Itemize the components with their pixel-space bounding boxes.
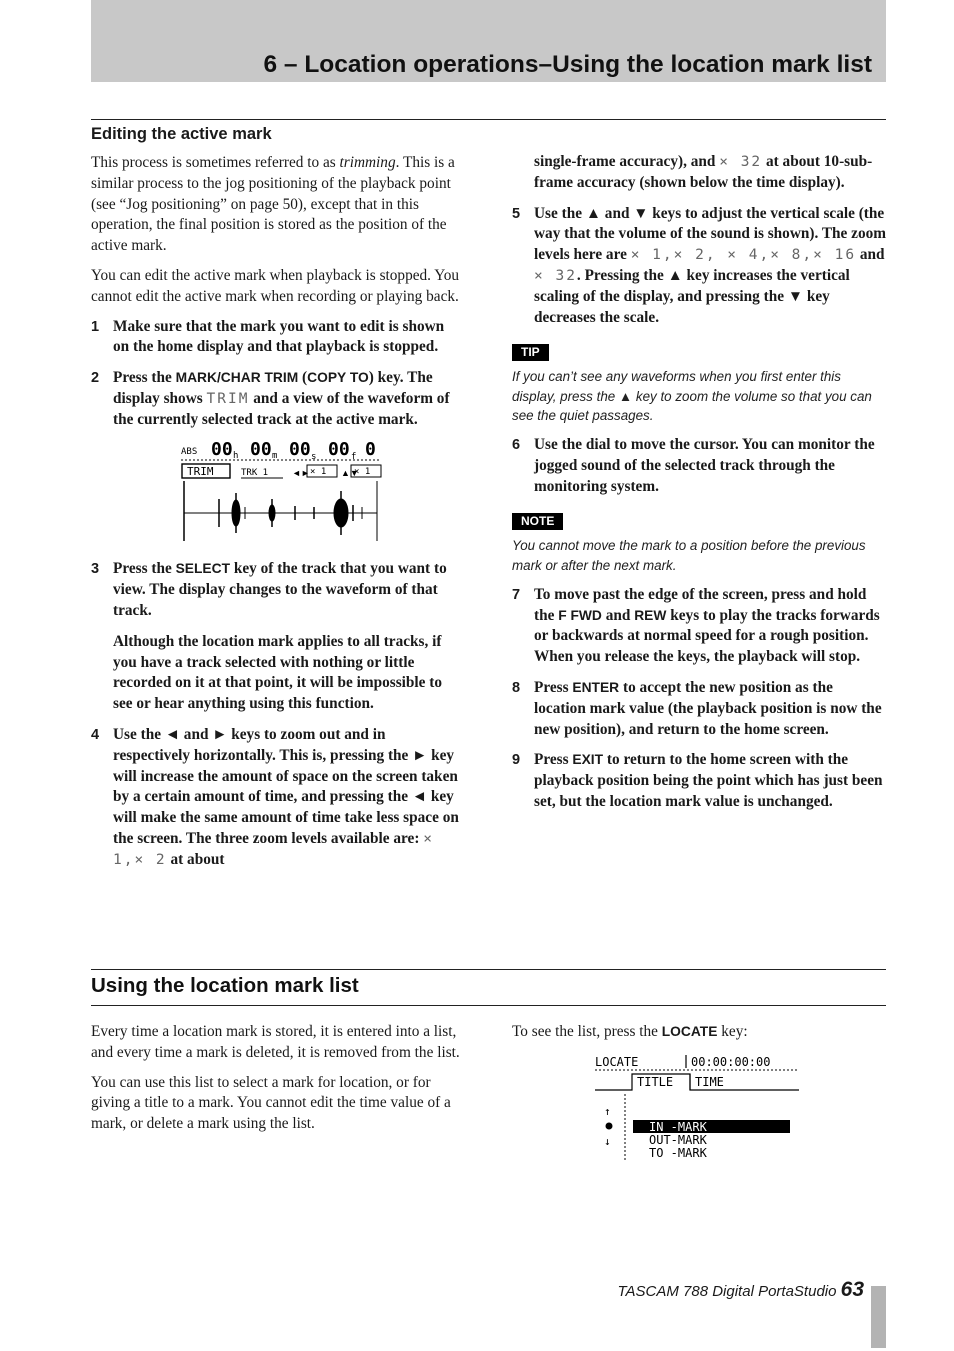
left-column	[91, 124, 463, 881]
step-text: . Pressing the ▲ key increases the vertical scaling of the display, and pressing the ▼ key decreases the scale.	[534, 266, 850, 326]
lcd-text: × 32	[534, 267, 577, 284]
time-seconds: 00	[289, 440, 311, 460]
step-number: 7	[512, 586, 521, 603]
step-text: Use the dial to move the cursor. You can monitor the jogged sound of the selected track through the monitoring system.	[534, 435, 875, 495]
unit-m: m	[272, 450, 278, 461]
tab-time: TIME	[695, 1075, 724, 1089]
lcd-text: × 1,× 2	[113, 830, 434, 868]
intro-text-b: . This is a similar process to the jog positioning of the playback point (see “Jog positioning” on page 50), except that in this operation, the final position is stored as the position of the active mark.	[91, 154, 455, 255]
step-7	[512, 585, 886, 668]
unit-h: h	[233, 450, 239, 461]
step-9	[512, 750, 886, 812]
unit-f: f	[351, 451, 357, 462]
intro-paragraph	[91, 153, 463, 257]
unit-s: s	[311, 451, 317, 462]
footer-product: TASCAM 788 Digital PortaStudio	[617, 1283, 837, 1300]
step-text: and a view of the waveform of the currently selected track at the active mark.	[113, 389, 450, 428]
step-text: to accept the new position as the location mark value (the playback position is now the new position), and return to the home screen.	[534, 678, 882, 738]
step-number: 1	[91, 318, 100, 335]
trim-lcd	[181, 441, 385, 541]
intro-text-a: This process is sometimes referred to as	[91, 154, 340, 171]
key-name: F FWD	[558, 607, 602, 623]
step-text: Press	[534, 678, 573, 696]
list-item-out-mark: OUT-MARK	[649, 1133, 707, 1147]
page-thumb-tab	[871, 1286, 886, 1348]
step-2	[91, 368, 463, 430]
tab-title: TITLE	[637, 1075, 674, 1089]
list-item-in-mark: IN -MARK	[649, 1120, 707, 1134]
step-text: Use the ◄ and ► keys to zoom out and in respectively horizontally. This is, pressing the ► key will increase the amount of space on the screen taken by a certain amount of time, and pressing the ◄ key will make the same amount of time take less space on the screen. The three zoom levels available are:	[113, 725, 459, 847]
key-name: MARK/CHAR TRIM	[175, 370, 299, 386]
time-frames: 00	[328, 440, 350, 460]
step-number: 6	[512, 436, 521, 453]
time-minutes: 00	[250, 440, 272, 460]
step-text: and	[601, 606, 635, 624]
section2-right-column	[512, 1022, 886, 1052]
note-badge: NOTE	[512, 513, 563, 530]
section2-left-column	[91, 1022, 463, 1144]
list-item-to-mark: TO -MARK	[649, 1146, 707, 1160]
note-text: You cannot move the mark to a position before the previous mark or after the next mark.	[512, 538, 866, 573]
scroll-up-arrow-icon: ↑	[604, 1105, 611, 1118]
section-heading-location-list: Using the location mark list	[91, 974, 359, 997]
locate-lcd	[594, 1052, 804, 1162]
instruction-text: key:	[717, 1023, 748, 1040]
chapter-title: 6 – Location operations–Using the location mark list	[263, 51, 872, 78]
tip-badge: TIP	[512, 344, 549, 361]
section-heading-editing: Editing the active mark	[91, 125, 272, 143]
step-text: Make sure that the mark you want to edit is shown on the home display and that playback is stopped.	[113, 317, 445, 356]
step-4-continuation	[512, 152, 886, 194]
section-rule-top	[91, 119, 886, 120]
key-name: COPY TO	[307, 370, 369, 386]
locate-instruction	[512, 1022, 886, 1043]
step-text: ) key. The display shows	[113, 369, 433, 407]
vzoom-value: × 1	[354, 466, 371, 477]
trim-display-figure	[181, 441, 463, 548]
section-rule-2-bottom	[91, 1005, 886, 1006]
step-3	[91, 559, 463, 621]
step-5	[512, 204, 886, 329]
section2-paragraph-1: Every time a location mark is stored, it is entered into a list, and every time a mark is deleted, it is removed from the list.	[91, 1023, 460, 1061]
step-text: To move past the edge of the screen, press and hold the	[534, 585, 867, 624]
step-text: Press the	[113, 369, 176, 387]
step-text: keys to play the tracks forwards or backwards at normal speed for a rough position. When you release the keys, the playback will stop.	[534, 606, 880, 666]
key-name: REW	[634, 607, 667, 623]
chapter-header-band	[91, 0, 886, 82]
key-name: LOCATE	[661, 1024, 718, 1039]
key-name: EXIT	[572, 752, 604, 768]
locate-title: LOCATE	[595, 1055, 639, 1069]
step-1	[91, 317, 463, 359]
time-subframes: 0	[365, 440, 376, 460]
locate-display-figure	[594, 1052, 804, 1167]
step-text: Press the	[113, 560, 176, 578]
right-column	[512, 152, 886, 823]
step-6	[512, 435, 886, 497]
step-number: 9	[512, 752, 521, 769]
section-rule-2-top	[91, 969, 886, 970]
instruction-text: To see the list, press the	[512, 1023, 662, 1040]
step-text: single-frame accuracy), and	[534, 153, 720, 170]
step-3-continuation: Although the location mark applies to all tracks, if you have a track selected with nothing or little recorded on it at that point, it will be impossible to see or hear anything using this function.	[113, 632, 443, 713]
step-text: Press	[534, 751, 573, 769]
abs-label: ABS	[181, 446, 198, 457]
vertical-zoom-arrows-icon: ▲▼	[341, 467, 359, 478]
time-hours: 00	[211, 440, 233, 460]
step-text: at about	[166, 850, 225, 868]
track-label: TRK 1	[241, 467, 269, 478]
step-number: 8	[512, 679, 521, 696]
trim-mode-label: TRIM	[187, 464, 214, 478]
horizontal-zoom-arrows-icon: ◄►	[292, 467, 310, 478]
section2-paragraph-2: You can use this list to select a mark for location, or for giving a title to a mark. You cannot edit the time value of a mark, or delete a mark using the list.	[91, 1073, 451, 1133]
lcd-text: × 1,× 2, × 4,× 8,× 16	[630, 247, 857, 264]
step-text: and	[856, 246, 885, 264]
locate-time: 00:00:00:00	[691, 1055, 771, 1069]
step-number: 4	[91, 726, 100, 743]
hzoom-value: × 1	[310, 466, 327, 477]
step-number: 5	[512, 205, 521, 222]
key-name: ENTER	[572, 679, 620, 695]
second-paragraph: You can edit the active mark when playback is stopped. You cannot edit the active mark when recording or playing back.	[91, 266, 460, 305]
step-text: to return to the home screen with the playback position being the point which has just been set, but the location mark value is unchanged.	[534, 751, 883, 810]
cursor-dot-icon	[606, 1123, 613, 1130]
step-number: 3	[91, 561, 100, 578]
step-8	[512, 678, 886, 740]
step-text: (	[298, 369, 308, 387]
page-footer	[617, 1278, 864, 1302]
step-text: Use the ▲ and ▼ keys to adjust the vertical scale (the way that the volume of the sound is shown). The zoom levels here are	[534, 204, 887, 264]
tip-text: If you can’t see any waveforms when you first enter this display, press the ▲ key to zoom the volume so that you can see the quiet passages.	[512, 369, 872, 423]
step-4	[91, 725, 463, 871]
key-name: SELECT	[175, 561, 231, 577]
scroll-down-arrow-icon: ↓	[604, 1135, 611, 1148]
step-number: 2	[91, 370, 100, 387]
step-text: at about 10-sub-frame accuracy (shown below the time display).	[534, 153, 873, 191]
lcd-text: TRIM	[206, 390, 250, 407]
intro-emphasis: trimming	[339, 154, 396, 171]
step-text: key of the track that you want to view. The display changes to the waveform of that track.	[113, 560, 447, 619]
lcd-text: × 32	[719, 154, 763, 170]
page-number: 63	[840, 1278, 864, 1301]
waveform-graphic	[184, 481, 377, 541]
